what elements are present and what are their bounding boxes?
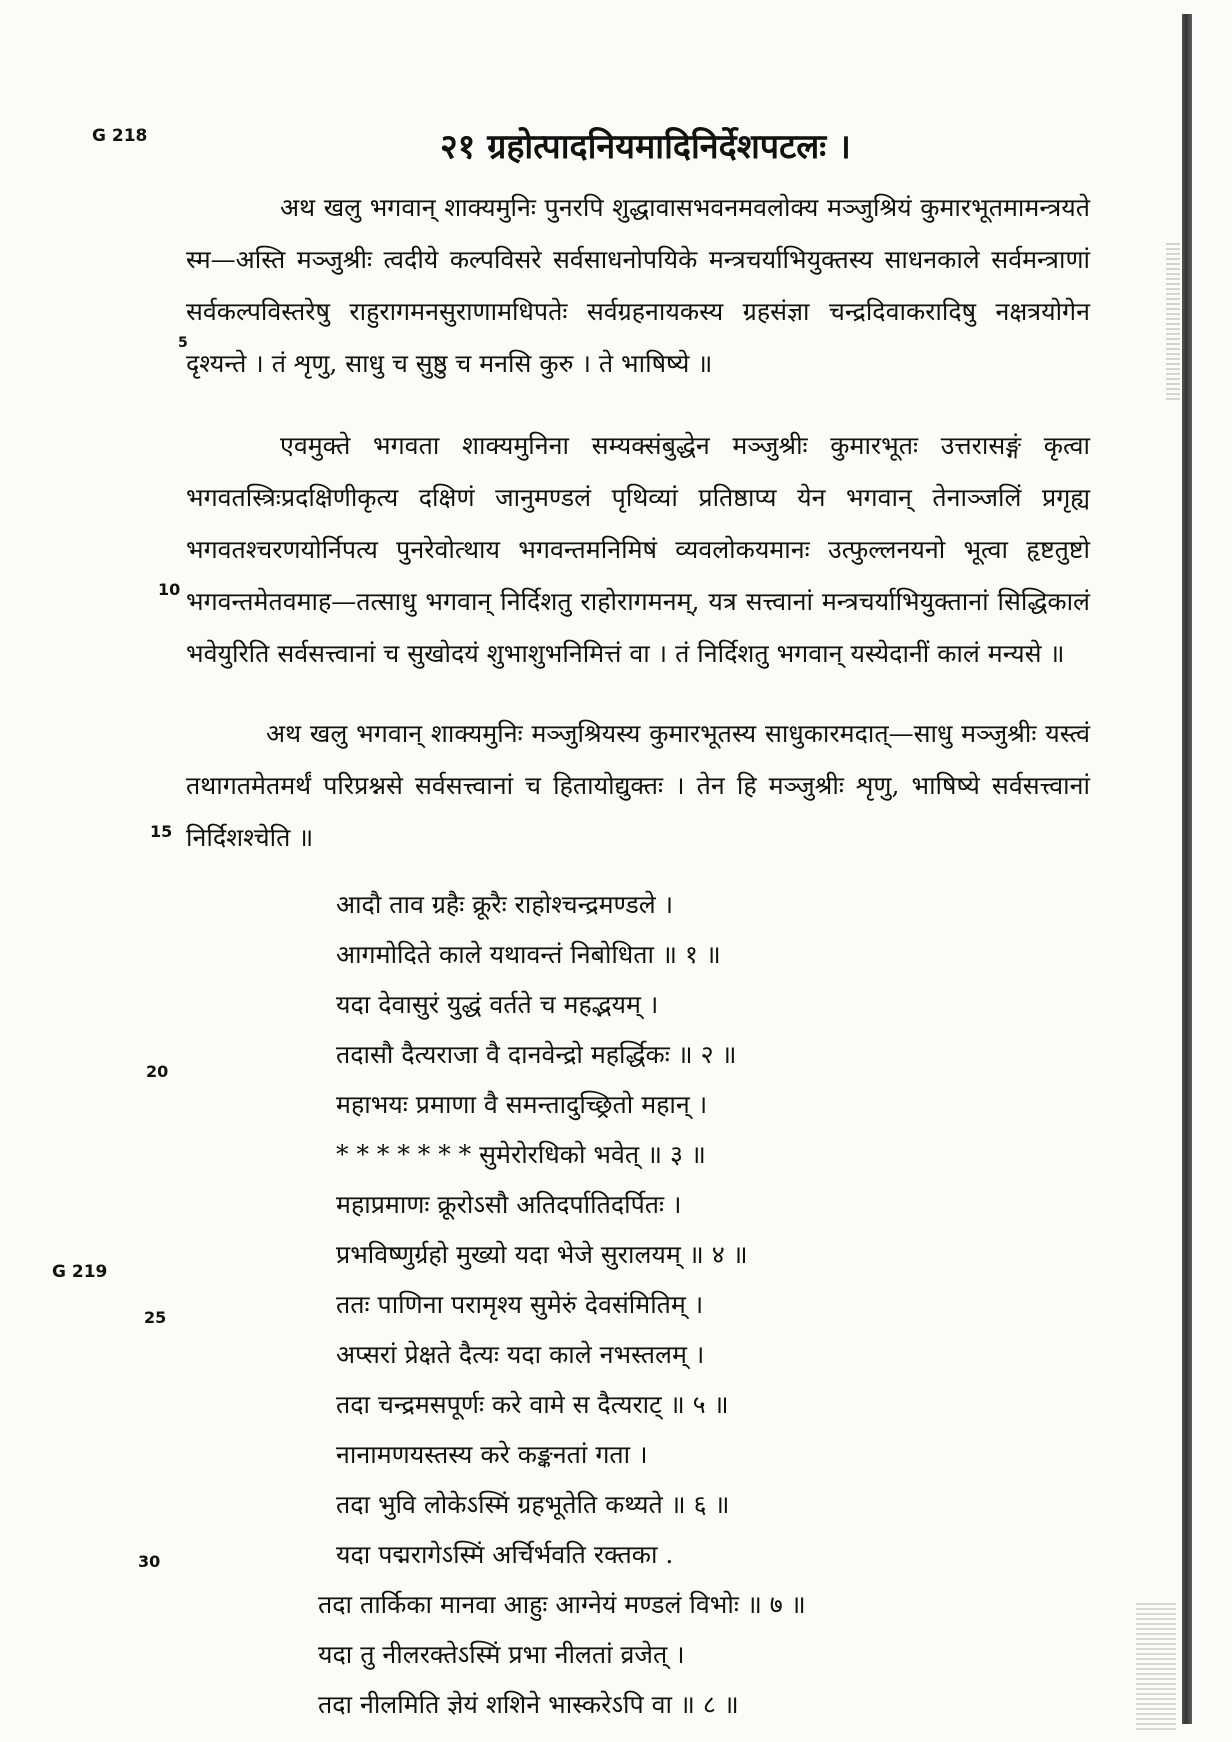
- verse-line: ततः पाणिना परामृश्य सुमेरुं देवसंमितिम् ।: [336, 1290, 704, 1319]
- page-ref-g219: G 219: [52, 1262, 108, 1282]
- verse-line: तदा भुवि लोकेऽस्मिं ग्रहभूतेति कथ्यते ॥ ६ ॥: [336, 1490, 730, 1519]
- verse-line: आगमोदिते काले यथावन्तं निबोधिता ॥ १ ॥: [336, 940, 721, 969]
- verse-line: महाभयः प्रमाणा वै समन्तादुच्छ्रितो महान् ।: [336, 1090, 708, 1119]
- verse-block-2: [336, 1380, 976, 1580]
- verse-line: यदा पद्मरागेऽस्मिं अर्चिर्भवति रक्तका .: [336, 1540, 674, 1569]
- line-number-20: 20: [146, 1062, 169, 1081]
- line-number-5: 5: [178, 335, 188, 351]
- line-number-30: 30: [138, 1552, 161, 1571]
- scan-noise-bottom: [1136, 1600, 1176, 1730]
- verse-line: यदा तु नीलरक्तेऽस्मिं प्रभा नीलतां व्रजेत् ।: [318, 1640, 685, 1669]
- verse-line: तदा तार्किका मानवा आहुः आग्नेयं मण्डलं विभोः ॥ ७ ॥: [318, 1590, 806, 1619]
- verse-line: तदा नीलमिति ज्ञेयं शशिने भास्करेऽपि वा ॥ ८ ॥: [318, 1690, 739, 1719]
- scan-edge-shadow: [1182, 14, 1192, 1724]
- verse-line: * * * * * * * सुमेरोरधिको भवेत् ॥ ३ ॥: [336, 1140, 706, 1169]
- verse-line: नानामणयस्तस्य करे कङ्कनतां गता ।: [336, 1440, 648, 1469]
- paragraph-1: अथ खलु भगवान् शाक्यमुनिः पुनरपि शुद्धावासभवनमवलोक्य मञ्जुश्रियं कुमारभूतमामन्त्रयते स्म—अस्ति मञ्जुश्रीः त्वदीये कल्पविसरे सर्वसाधनोपयिके मन्त्रचर्याभियुक्तस्य साधनकाले सर्वमन्त्राणां सर्वकल्पविस्तरेषु राहुरागमनसुराणामधिपतेः सर्वग्रहनायकस्य ग्रहसंज्ञा चन्द्रदिवाकरादिषु नक्षत्रयोगेन दृश्यन्ते । तं शृणु, साधु च सुष्ठु च मनसि कुरु । ते भाषिष्ये ॥: [186, 193, 1090, 378]
- scan-noise: [1166, 240, 1180, 400]
- chapter-title: २१ ग्रहोत्पादनियमादिनिर्देशपटलः ।: [440, 127, 851, 167]
- line-number-15: 15: [150, 822, 173, 841]
- verse-line: महाप्रमाणः क्रूरोऽसौ अतिदर्पातिदर्पितः ।: [336, 1190, 682, 1219]
- verse-line: तदासौ दैत्यराजा वै दानवेन्द्रो महर्द्धिकः ॥ २ ॥: [336, 1040, 737, 1069]
- verse-line: तदा चन्द्रमसपूर्णः करे वामे स दैत्यराट् ॥ ५ ॥: [336, 1390, 729, 1419]
- line-number-25: 25: [144, 1308, 167, 1327]
- verse-line: आदौ ताव ग्रहैः क्रूरैः राहोश्चन्द्रमण्डले ।: [336, 890, 674, 919]
- verse-line: अप्सरां प्रेक्षते दैत्यः यदा काले नभस्तलम् ।: [336, 1340, 705, 1369]
- verse-block-3: [318, 1580, 958, 1730]
- verse-block: [336, 880, 976, 1380]
- page-ref-g218: G 218: [92, 126, 148, 146]
- verse-line: यदा देवासुरं युद्धं वर्तते च महद्भयम् ।: [336, 990, 659, 1019]
- line-number-10: 10: [158, 580, 181, 599]
- paragraph-3: अथ खलु भगवान् शाक्यमुनिः मञ्जुश्रियस्य कुमारभूतस्य साधुकारमदात्—साधु मञ्जुश्रीः यस्त्वं तथागतमेतमर्थं परिप्रश्नसे सर्वसत्त्वानां च हितायोद्युक्तः । तेन हि मञ्जुश्रीः शृणु, भाषिष्ये सर्वसत्त्वानां निर्दिशश्चेति ॥: [186, 719, 1090, 852]
- verse-line: प्रभविष्णुर्ग्रहो मुख्यो यदा भेजे सुरालयम् ॥ ४ ॥: [336, 1240, 748, 1269]
- paragraph-2: एवमुक्ते भगवता शाक्यमुनिना सम्यक्संबुद्धेन मञ्जुश्रीः कुमारभूतः उत्तरासङ्गं कृत्वा भगवतस्त्रिःप्रदक्षिणीकृत्य दक्षिणं जानुमण्डलं पृथिव्यां प्रतिष्ठाप्य येन भगवान् तेनाञ्जलिं प्रगृह्य भगवतश्चरणयोर्निपत्य पुनरेवोत्थाय भगवन्तमनिमिषं व्यवलोकयमानः उत्फुल्लनयनो भूत्वा हृष्टतुष्टो भगवन्तमेतवमाह—तत्साधु भगवान् निर्दिशतु राहोरागमनम्, यत्र सत्त्वानां मन्त्रचर्याभियुक्तानां सिद्धिकालं भवेयुरिति सर्वसत्त्वानां च सुखोदयं शुभाशुभनिमित्तं वा । तं निर्दिशतु भगवान् यस्येदानीं कालं मन्यसे ॥: [186, 431, 1090, 668]
